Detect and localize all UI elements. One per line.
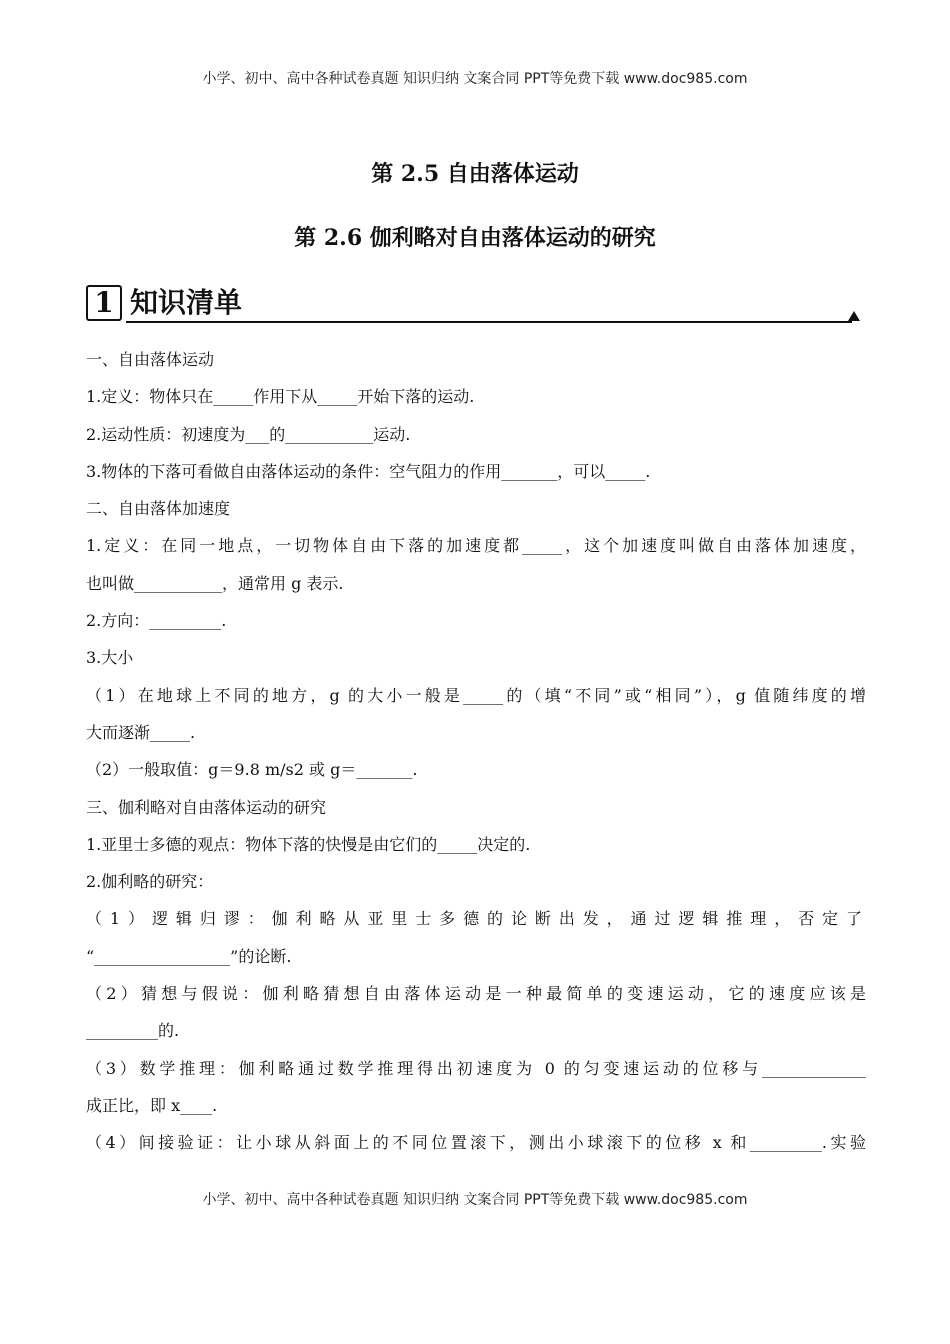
triangle-icon [848, 311, 860, 321]
section-heading [86, 285, 862, 325]
document-body [86, 345, 866, 1166]
section-rule [126, 321, 852, 323]
text-line: 三、伽利略对自由落体运动的研究 [86, 797, 327, 817]
text-line: （3）数学推理：伽利略通过数学推理得出初速度为 0 的匀变速运动的位移与_____________ [86, 1058, 866, 1078]
footer-banner: 小学、初中、高中各种试卷真题 知识归纳 文案合同 PPT等免费下载 www.doc985.com [202, 1192, 748, 1208]
text-line: 二、自由落体加速度 [86, 499, 231, 519]
text-line: （2）猜想与假说：伽利略猜想自由落体运动是一种最简单的变速运动，它的速度应该是 [86, 984, 866, 1004]
text-line: 成正比，即 x____. [86, 1095, 218, 1115]
text-line: “_________________”的论断. [86, 946, 292, 966]
section-label: 知识清单 [130, 286, 243, 319]
text-line: 大而逐渐_____. [86, 722, 196, 742]
section-number-badge: 1 [86, 285, 122, 321]
text-line: 1.定义：物体只在_____作用下从_____开始下落的运动. [86, 387, 475, 407]
header-banner: 小学、初中、高中各种试卷真题 知识归纳 文案合同 PPT等免费下载 www.doc985.com [202, 71, 748, 87]
text-line: 3.大小 [86, 648, 134, 668]
text-line: 3.物体的下落可看做自由落体运动的条件：空气阻力的作用_______，可以_____. [86, 461, 651, 481]
text-line: 2.运动性质：初速度为___的___________运动. [86, 424, 411, 444]
text-line: 2.伽利略的研究： [86, 872, 214, 892]
text-line: （2）一般取值：g＝9.8 m/s2 或 g＝_______. [86, 760, 418, 780]
page-title: 第 2.5 自由落体运动 [371, 161, 579, 187]
text-line: 1.定义：在同一地点，一切物体自由下落的加速度都_____，这个加速度叫做自由落体加速度， [86, 536, 866, 556]
text-line: 也叫做___________，通常用 g 表示. [86, 573, 344, 593]
text-line: （1）逻辑归谬：伽利略从亚里士多德的论断出发，通过逻辑推理，否定了 [86, 909, 866, 929]
text-line: 1.亚里士多德的观点：物体下落的快慢是由它们的_____决定的. [86, 834, 531, 854]
text-line: （1）在地球上不同的地方，g 的大小一般是_____的（填“不同”或“相同”），g 值随纬度的增 [86, 685, 866, 705]
text-line: 2.方向：_________. [86, 611, 227, 631]
text-line: 一、自由落体运动 [86, 350, 215, 369]
text-line: _________的. [86, 1021, 180, 1041]
page-subtitle: 第 2.6 伽利略对自由落体运动的研究 [294, 225, 656, 251]
text-line: （4）间接验证：让小球从斜面上的不同位置滚下，测出小球滚下的位移 x 和_________.实验 [86, 1133, 866, 1153]
